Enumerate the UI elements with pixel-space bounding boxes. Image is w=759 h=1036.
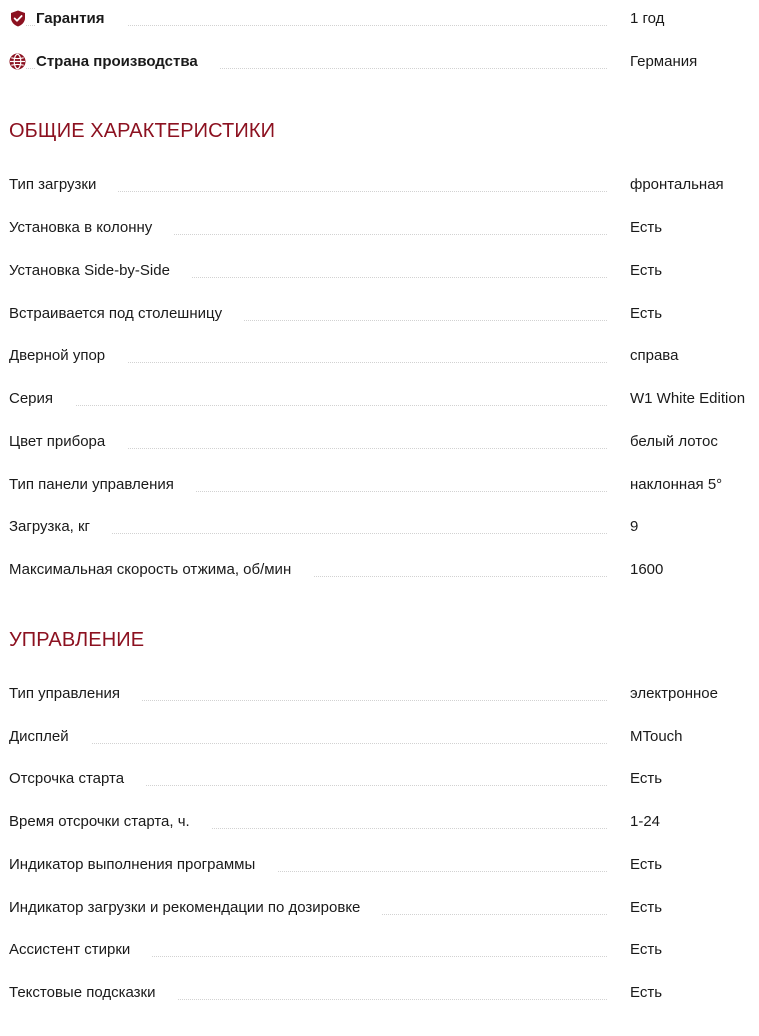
spec-row: [9, 768, 759, 788]
spec-row: [9, 811, 759, 831]
spec-label-wrap: [9, 305, 607, 322]
spec-label-wrap: [9, 476, 607, 493]
spec-row: [9, 260, 759, 280]
spec-value: электронное: [630, 684, 718, 702]
spec-value: белый лотос: [630, 432, 718, 450]
spec-value: Есть: [630, 940, 663, 958]
spec-row: [9, 982, 759, 1002]
spec-value: Есть: [630, 855, 663, 873]
spec-label: Дверной упор: [9, 347, 127, 364]
dotted-leader: [9, 743, 607, 744]
spec-row-warranty: [9, 8, 759, 28]
spec-label: Отсрочка старта: [9, 770, 146, 787]
spec-label-wrap: [9, 518, 607, 535]
spec-label: Установка в колонну: [9, 219, 174, 236]
spec-row: [9, 474, 759, 494]
spec-value: Есть: [630, 304, 663, 322]
spec-value: Есть: [630, 769, 663, 787]
dotted-leader: [9, 405, 607, 406]
spec-row: [9, 854, 759, 874]
spec-row: [9, 516, 759, 536]
spec-label: Загрузка, кг: [9, 518, 112, 535]
spec-value: Есть: [630, 898, 663, 916]
spec-value: 1-24: [630, 812, 661, 830]
spec-label-wrap: [9, 262, 607, 279]
spec-label: Встраивается под столешницу: [9, 305, 244, 322]
spec-label: Индикатор выполнения программы: [9, 856, 277, 873]
spec-row: [9, 303, 759, 323]
spec-label: Страна производства: [36, 53, 220, 70]
spec-value: Германия: [630, 52, 698, 70]
spec-value: Есть: [630, 983, 663, 1001]
spec-row: [9, 217, 759, 237]
spec-row: [9, 345, 759, 365]
spec-label: Текстовые подсказки: [9, 984, 177, 1001]
spec-row-country: [9, 51, 759, 71]
spec-label: Тип загрузки: [9, 176, 118, 193]
spec-label-wrap: [9, 941, 607, 958]
spec-label-wrap: [9, 984, 607, 1001]
spec-value: Есть: [630, 218, 663, 236]
spec-label: Ассистент стирки: [9, 941, 152, 958]
spec-label-wrap: [9, 347, 607, 364]
spec-value: MTouch: [630, 727, 683, 745]
spec-label-wrap: [9, 813, 607, 830]
spec-label: Тип панели управления: [9, 476, 196, 493]
spec-label-wrap: [9, 390, 607, 407]
spec-row: [9, 897, 759, 917]
spec-value: фронтальная: [630, 175, 724, 193]
spec-row: [9, 388, 759, 408]
spec-value: 1 год: [630, 9, 665, 27]
spec-value: наклонная 5°: [630, 475, 723, 493]
spec-label-wrap: [9, 856, 607, 873]
spec-row: [9, 431, 759, 451]
spec-label-wrap: [9, 685, 607, 702]
spec-label: Установка Side-by-Side: [9, 262, 192, 279]
section-title-general: ОБЩИЕ ХАРАКТЕРИСТИКИ: [9, 120, 276, 142]
spec-row: [9, 559, 759, 579]
section-title-control: УПРАВЛЕНИЕ: [9, 629, 145, 651]
spec-label: Тип управления: [9, 685, 142, 702]
spec-label-wrap: [9, 53, 607, 70]
spec-label-wrap: [9, 770, 607, 787]
spec-label: Дисплей: [9, 728, 91, 745]
spec-label-wrap: [9, 219, 607, 236]
spec-label-wrap: [9, 728, 607, 745]
spec-value: 9: [630, 517, 639, 535]
spec-label-wrap: [9, 176, 607, 193]
spec-value: 1600: [630, 560, 664, 578]
spec-label: Время отсрочки старта, ч.: [9, 813, 212, 830]
spec-label: Серия: [9, 390, 75, 407]
spec-label: Цвет прибора: [9, 433, 127, 450]
spec-value: справа: [630, 346, 679, 364]
spec-label: Максимальная скорость отжима, об/мин: [9, 561, 313, 578]
spec-label-wrap: [9, 899, 607, 916]
spec-row: [9, 683, 759, 703]
spec-row: [9, 726, 759, 746]
spec-label-wrap: [9, 10, 607, 27]
globe-icon: [9, 53, 26, 70]
spec-label-wrap: [9, 561, 607, 578]
shield-check-icon: [9, 10, 26, 27]
spec-label-wrap: [9, 433, 607, 450]
spec-label: Индикатор загрузки и рекомендации по дозировке: [9, 899, 382, 916]
spec-value: W1 White Edition: [630, 389, 746, 407]
spec-row: [9, 174, 759, 194]
spec-row: [9, 939, 759, 959]
spec-label: Гарантия: [36, 10, 127, 27]
spec-value: Есть: [630, 261, 663, 279]
